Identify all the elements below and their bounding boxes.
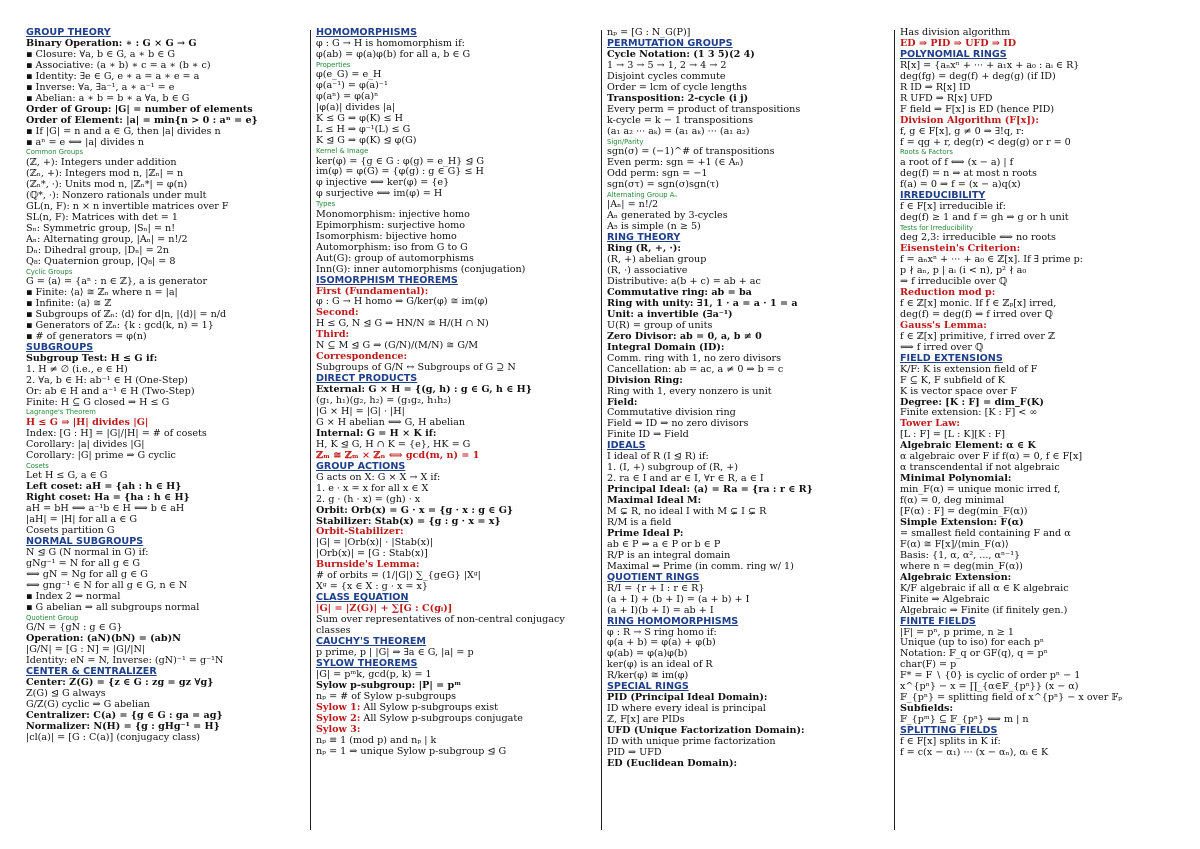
definition-line: Center: Z(G) = {z ∈ G : zg = gz ∀g} (26, 677, 214, 688)
definition-line: Subfields: (900, 704, 953, 715)
definition-line: Cycle Notation: (1 3 5)(2 4) (607, 49, 755, 60)
text-line: ⟺ gN = Ng for all g ∈ G (26, 569, 148, 580)
definition-line: PID (Principal Ideal Domain): (607, 693, 768, 704)
text-line: min_F(α) = unique monic irred f, (900, 485, 1061, 496)
text-line: nₚ ≡ 1 (mod p) and nₚ | k (316, 735, 437, 746)
section-heading: FIELD EXTENSIONS (900, 352, 1003, 364)
theorem-heading: ED ⇒ PID ⇒ UFD ⇒ ID (900, 38, 1017, 49)
text-line: Automorphism: iso from G to G (316, 242, 468, 253)
section-heading: CENTER & CENTRALIZER (26, 665, 157, 677)
text-line: PID ⇒ UFD (607, 748, 662, 758)
text-line: f = aₙxⁿ + ··· + a₀ ∈ ℤ[x]. If ∃ prime p: (900, 255, 1083, 266)
text-line: 1. H ≠ ∅ (i.e., e ∈ H) (26, 364, 128, 375)
text-line: φ surjective ⟺ im(φ) = H (316, 189, 443, 200)
definition-line: Subgroup Test: H ≤ G if: (26, 353, 158, 364)
subsection-heading: Cosets (26, 461, 49, 470)
text-line: f(a) = 0 ⇒ f = (x − a)q(x) (900, 179, 1021, 190)
text-line: a root of f ⟺ (x − a) | f (900, 157, 1014, 168)
theorem-heading: Correspondence: (316, 352, 408, 363)
text-line: SL(n, F): Matrices with det = 1 (26, 212, 179, 223)
text-line: R[x] = {aₙxⁿ + ··· + a₁x + a₀ : aᵢ ∈ R} (900, 60, 1080, 71)
definition-line: Field: (607, 397, 638, 408)
section-heading: RING THEORY (607, 232, 681, 244)
text-line: Finite: H ⊆ G closed ⇒ H ≤ G (26, 397, 170, 408)
text-line: M ⊊ R, no ideal I with M ⊊ I ⊊ R (607, 507, 767, 518)
text-line: ▪ Abelian: a ∗ b = b ∗ a ∀a, b ∈ G (26, 93, 190, 104)
text-line: Let H ≤ G, a ∈ G (26, 471, 108, 482)
subsection-heading: Common Groups (26, 148, 84, 157)
text-line: Even perm: sgn = +1 (∈ Aₙ) (607, 157, 744, 168)
text-line: ▪ Index 2 ⇒ normal (26, 591, 121, 602)
text-line: aH = bH ⟺ a⁻¹b ∈ H ⟺ b ∈ aH (26, 504, 185, 515)
definition-line: Binary Operation: ∗ : G × G → G (26, 38, 197, 49)
text-line: G/N = {gN : g ∈ G} (26, 623, 123, 634)
text-line: classes (316, 626, 351, 637)
definition-line: Stabilizer: Stab(x) = {g : g · x = x} (316, 516, 501, 527)
definition-line: ED (Euclidean Domain): (607, 758, 738, 769)
text-line: φ injective ⟺ ker(φ) = {e} (316, 178, 450, 189)
text-line: G/Z(G) cyclic ⇒ G abelian (26, 699, 150, 710)
text-line: α algebraic over F if f(α) = 0, f ∈ F[x] (900, 452, 1083, 463)
text-line: ▪ Finite: ⟨a⟩ ≅ ℤₙ where n = |a| (26, 287, 178, 298)
text-line: Maximal ⇒ Prime (in comm. ring w/ 1) (607, 561, 794, 572)
text-line: Commutative division ring (607, 408, 736, 419)
column-4 (900, 28, 1190, 838)
text-line: Finite ⇒ Algebraic (900, 594, 990, 605)
subsection-heading: Alternating Group Aₙ (607, 190, 678, 199)
definition-line: Degree: [K : F] = dim_F(K) (900, 397, 1044, 408)
theorem-label: Sylow 2: (316, 713, 361, 724)
text-line: ⇒ f irreducible over ℚ (900, 277, 1008, 288)
text-line: φ : R → S ring homo if: (607, 627, 717, 638)
text-line: nₚ = [G : N_G(P)] (607, 28, 691, 38)
text-line: Odd perm: sgn = −1 (607, 168, 708, 179)
text-line: R UFD ⇒ R[x] UFD (900, 93, 993, 104)
subsection-heading: Lagrange's Theorem (26, 408, 96, 417)
text-line: Comm. ring with 1, no zero divisors (607, 353, 782, 364)
section-heading: CAUCHY'S THEOREM (316, 636, 426, 648)
text-line: I ideal of R (I ⊴ R) if: (607, 452, 709, 463)
theorem-heading: Third: (316, 330, 350, 341)
text-line: deg(f) = n ⇒ at most n roots (900, 168, 1037, 179)
text-line: A₅ is simple (n ≥ 5) (607, 222, 701, 233)
text-line: φ : G → H is homomorphism if: (316, 38, 465, 49)
theorem-heading: First (Fundamental): (316, 286, 429, 297)
text-line: α transcendental if not algebraic (900, 463, 1060, 474)
text-line: Identity: eN = N, Inverse: (gN)⁻¹ = g⁻¹N (26, 656, 224, 667)
definition-line: Division Ring: (607, 375, 683, 386)
theorem-heading: Sylow 3: (316, 724, 361, 735)
section-heading: DIRECT PRODUCTS (316, 373, 418, 385)
definition-line: Commutative ring: ab = ba (607, 287, 752, 298)
text-line: (ℤₙ*, ·): Units mod n, |ℤₙ*| = φ(n) (26, 179, 188, 190)
theorem-heading: Eisenstein's Criterion: (900, 244, 1021, 255)
text-line: gNg⁻¹ = N for all g ∈ G (26, 558, 141, 569)
text-line: Sₙ: Symmetric group, |Sₙ| = n! (26, 223, 176, 234)
text-line: Inn(G): inner automorphisms (conjugation) (316, 264, 526, 275)
definition-line: UFD (Unique Factorization Domain): (607, 726, 805, 737)
text-line: Field ⇒ ID ⇒ no zero divisors (607, 419, 749, 430)
text-line: (a + I) + (b + I) = (a + b) + I (607, 594, 750, 605)
text-line: H ≤ G, N ⊴ G ⇒ HN/N ≅ H/(H ∩ N) (316, 319, 489, 330)
definition-line: Orbit: Orb(x) = G · x = {g · x : g ∈ G} (316, 505, 514, 516)
definition-line: Order of Element: |a| = min{n > 0 : aⁿ = e} (26, 115, 258, 126)
text-line: |G/N| = [G : N] = |G|/|N| (26, 645, 146, 656)
text-line: K is vector space over F (900, 386, 1018, 397)
text-line: Finite ID ⇒ Field (607, 430, 689, 441)
text-line: ▪ Associative: (a ∗ b) ∗ c = a ∗ (b ∗ c) (26, 60, 211, 71)
text-line: 1 → 3 → 5 → 1, 2 → 4 → 2 (607, 60, 727, 71)
text-line: φ(a⁻¹) = φ(a)⁻¹ (316, 81, 388, 92)
text-line: k-cycle = k − 1 transpositions (607, 115, 754, 126)
text-line: Or: ab ∈ H and a⁻¹ ∈ H (Two-Step) (26, 386, 195, 397)
subsection-heading: Kernel & Image (316, 147, 369, 156)
text-line: Basis: {1, α, α², ..., αⁿ⁻¹} (900, 550, 1021, 561)
text-line: (g₁, h₁)(g₂, h₂) = (g₁g₂, h₁h₂) (316, 396, 451, 407)
subsection-heading: Cyclic Groups (26, 267, 73, 276)
column-divider (310, 30, 311, 830)
text-line: f(α) = 0, deg minimal (900, 496, 1005, 507)
text-line: [F(α) : F] = deg(min_F(α)) (900, 507, 1028, 518)
column-1 (26, 28, 304, 838)
theorem-label: Sylow 1: (316, 702, 361, 713)
text-line: Aut(G): group of automorphisms (316, 253, 474, 264)
text-line: H, K ⊴ G, H ∩ K = {e}, HK = G (316, 439, 471, 450)
subsection-heading: Sign/Parity (607, 137, 644, 146)
theorem-heading: Gauss's Lemma: (900, 320, 987, 331)
text-line: U(R) = group of units (607, 320, 713, 331)
text-line: ▪ Closure: ∀a, b ∈ G, a ∗ b ∈ G (26, 49, 176, 60)
text-line: ▪ Identity: ∃e ∈ G, e ∗ a = a ∗ e = a (26, 71, 200, 82)
text-line: |Aₙ| = n!/2 (607, 200, 659, 211)
text-line: ▪ Generators of ℤₙ: {k : gcd(k, n) = 1} (26, 320, 214, 331)
text-line: Unique (up to iso) for each pⁿ (900, 638, 1044, 649)
theorem-text: All Sylow p-subgroups conjugate (360, 713, 523, 724)
column-3 (607, 28, 892, 838)
text-line: Q₈: Quaternion group, |Q₈| = 8 (26, 256, 176, 267)
text-line: R ID ⇒ R[x] ID (900, 82, 971, 93)
text-line: f ∈ F[x] splits in K if: (900, 737, 1001, 748)
text-line: p ∤ aₙ, p | aᵢ (i < n), p² ∤ a₀ (900, 266, 1027, 277)
subsection-heading: Types (316, 200, 336, 209)
definition-line: Algebraic Extension: (900, 572, 1012, 583)
text-line: Has division algorithm (900, 28, 1011, 38)
section-heading: IDEALS (607, 440, 646, 452)
text-line: ▪ G abelian ⇒ all subgroups normal (26, 602, 200, 613)
text-line: Corollary: |a| divides |G| (26, 439, 145, 450)
definition-line: External: G × H = {(g, h) : g ∈ G, h ∈ H} (316, 385, 532, 396)
subsection-heading: Properties (316, 60, 351, 69)
text-line: G = ⟨a⟩ = {aⁿ : n ∈ ℤ}, a is generator (26, 277, 208, 288)
text-line: Epimorphism: surjective homo (316, 220, 465, 231)
text-line: (R, ·) associative (607, 266, 688, 277)
theorem-heading: Division Algorithm (F[x]): (900, 115, 1039, 126)
text-line: # of orbits = (1/|G|) ∑_{g∈G} |Xᵍ| (316, 571, 481, 582)
section-heading: QUOTIENT RINGS (607, 571, 700, 583)
section-heading: POLYNOMIAL RINGS (900, 48, 1007, 60)
text-line: Index: [G : H] = |G|/|H| = # of cosets (26, 428, 207, 439)
text-line: ▪ aⁿ = e ⟺ |a| divides n (26, 137, 144, 148)
theorem-heading: Tower Law: (900, 419, 960, 430)
text-line: R/ker(φ) ≅ im(φ) (607, 671, 689, 682)
definition-line: Ring (R, +, ·): (607, 244, 681, 255)
theorem-text: All Sylow p-subgroups exist (360, 702, 498, 713)
section-heading: GROUP THEORY (26, 28, 111, 38)
definition-line: Algebraic Element: α ∈ K (900, 441, 1036, 452)
text-line: GL(n, F): n × n invertible matrices over F (26, 201, 229, 212)
text-line: Every perm = product of transpositions (607, 104, 801, 115)
text-line: φ : G → H homo ⇒ G/ker(φ) ≅ im(φ) (316, 297, 488, 308)
text-line: 1. e · x = x for all x ∈ X (316, 483, 429, 494)
text-line: sgn(σ) = (−1)^# of transpositions (607, 147, 775, 158)
text-line: 𝔽_{pᵐ} ⊆ 𝔽_{pⁿ} ⟺ m | n (900, 715, 1029, 726)
subsection-heading: Quotient Group (26, 613, 79, 622)
text-line: L ≤ H ⇒ φ⁻¹(L) ≤ G (316, 125, 411, 136)
definition-line: Minimal Polynomial: (900, 474, 1012, 485)
text-line: 2. ∀a, b ∈ H: ab⁻¹ ∈ H (One-Step) (26, 375, 188, 386)
text-line: F* = F ∖ {0} is cyclic of order pⁿ − 1 (900, 671, 1081, 682)
definition-line: Transposition: 2-cycle (i j) (607, 93, 749, 104)
text-line: Cancellation: ab = ac, a ≠ 0 ⇒ b = c (607, 364, 784, 375)
text-line: |G| = pᵐk, gcd(p, k) = 1 (316, 669, 432, 680)
definition-line: Centralizer: C(a) = {g ∈ G : ga = ag} (26, 710, 223, 721)
text-line: ▪ Infinite: ⟨a⟩ ≅ ℤ (26, 298, 112, 309)
section-heading: CLASS EQUATION (316, 592, 409, 604)
text-line: |G| = |Orb(x)| · |Stab(x)| (316, 538, 434, 549)
text-line: f ∈ ℤ[x] monic. If f̄ ∈ ℤₚ[x] irred, (900, 298, 1057, 309)
text-line: N ⊆ M ⊴ G ⇒ (G/N)/(M/N) ≅ G/M (316, 341, 479, 352)
text-line: nₚ = 1 ⇒ unique Sylow p-subgroup ⊴ G (316, 746, 507, 757)
section-heading: HOMOMORPHISMS (316, 28, 417, 38)
text-line: Z(G) ⊴ G always (26, 688, 106, 699)
text-line: im(φ) = φ(G) = {φ(g) : g ∈ G} ≤ H (316, 167, 484, 178)
text-line: K ≤ G ⇒ φ(K) ≤ H (316, 114, 403, 125)
text-line: F field ⇒ F[x] is ED (hence PID) (900, 104, 1055, 115)
text-line: f ∈ F[x] irreducible if: (900, 201, 1006, 212)
text-line: R/P is an integral domain (607, 550, 731, 561)
text-line: ▪ # of generators = φ(n) (26, 331, 147, 342)
text-line: K ⊴ G ⇒ φ(K) ⊴ φ(G) (316, 136, 417, 147)
text-line: ab ∈ P ⇒ a ∈ P or b ∈ P (607, 539, 721, 550)
definition-line: Order of Group: |G| = number of elements (26, 104, 253, 115)
subsection-heading: Roots & Factors (900, 148, 953, 157)
text-line: f = qg + r, deg(r) < deg(g) or r = 0 (900, 137, 1071, 148)
definition-line: Internal: G = H × K if: (316, 428, 437, 439)
text-line: char(F) = p (900, 660, 957, 671)
definition-line: Left coset: aH = {ah : h ∈ H} (26, 482, 182, 493)
theorem-line (316, 714, 596, 725)
text-line: = smallest field containing F and α (900, 528, 1071, 539)
text-line: F ⊆ K, F subfield of K (900, 375, 1005, 386)
text-line: deg(fg) = deg(f) + deg(g) (if ID) (900, 71, 1056, 82)
text-line: p prime, p | |G| ⇒ ∃a ∈ G, |a| = p (316, 647, 474, 658)
text-line: (ℚ*, ·): Nonzero rationals under mult (26, 190, 207, 201)
section-heading: SPLITTING FIELDS (900, 725, 998, 737)
text-line: Distributive: a(b + c) = ab + ac (607, 277, 761, 288)
text-line: 1. (I, +) subgroup of (R, +) (607, 463, 739, 474)
text-line: Aₙ generated by 3-cycles (607, 211, 728, 222)
text-line: ▪ Subgroups of ℤₙ: ⟨d⟩ for d|n, |⟨d⟩| = n/d (26, 309, 227, 320)
text-line: Xᵍ = {x ∈ X : g · x = x} (316, 582, 429, 593)
text-line: |φ(a)| divides |a| (316, 103, 396, 114)
text-line: where n = deg(min_F(α)) (900, 561, 1023, 572)
section-heading: SPECIAL RINGS (607, 681, 689, 693)
text-line: ker(φ) is an ideal of R (607, 660, 713, 671)
theorem-line (316, 703, 596, 714)
text-line: ID where every ideal is principal (607, 704, 766, 715)
theorem-heading: |G| = |Z(G)| + ∑[G : C(gᵢ)] (316, 604, 453, 615)
text-line: |Orb(x)| = [G : Stab(x)] (316, 549, 428, 560)
text-line: f, g ∈ F[x], g ≠ 0 ⇒ ∃!q, r: (900, 126, 1024, 137)
theorem-heading: Second: (316, 308, 359, 319)
text-line: Aₙ: Alternating group, |Aₙ| = n!/2 (26, 234, 188, 245)
column-2 (316, 28, 596, 838)
text-line: Notation: 𝔽_q or GF(q), q = pⁿ (900, 649, 1048, 660)
text-line: Algebraic ⇒ Finite (if finitely gen.) (900, 605, 1068, 616)
text-line: [L : F] = [L : K][K : F] (900, 430, 1005, 441)
text-line: ⟺ gng⁻¹ ∈ N for all g ∈ G, n ∈ N (26, 580, 188, 591)
text-line: x^{pⁿ} − x = ∏_{α∈𝔽_{pⁿ}} (x − α) (900, 682, 1079, 693)
text-line: Order = lcm of cycle lengths (607, 82, 747, 93)
theorem-heading: H ≤ G ⇒ |H| divides |G| (26, 417, 149, 428)
definition-line: Right coset: Ha = {ha : h ∈ H} (26, 493, 190, 504)
definition-line: Zero Divisor: ab = 0, a, b ≠ 0 (607, 331, 762, 342)
text-line: Subgroups of G/N ↔ Subgroups of G ⊇ N (316, 363, 516, 374)
text-line: deg 2,3: irreducible ⟺ no roots (900, 233, 1056, 244)
section-heading: FINITE FIELDS (900, 615, 976, 627)
text-line: deg(f) ≥ 1 and f = gh ⇒ g or h unit (900, 212, 1069, 223)
text-line: Disjoint cycles commute (607, 71, 726, 82)
theorem-heading: Burnside's Lemma: (316, 560, 420, 571)
text-line: K/F: K is extension field of F (900, 364, 1038, 375)
text-line: ▪ If |G| = n and a ∈ G, then |a| divides n (26, 126, 221, 137)
text-line: φ(aⁿ) = φ(a)ⁿ (316, 92, 379, 103)
text-line: nₚ = # of Sylow p-subgroups (316, 691, 457, 702)
text-line: 𝔽_{pⁿ} = splitting field of x^{pⁿ} − x over 𝔽ₚ (900, 693, 1123, 704)
text-line: Dₙ: Dihedral group, |Dₙ| = 2n (26, 245, 169, 256)
definition-line: Integral Domain (ID): (607, 342, 725, 353)
text-line: Corollary: |G| prime ⇒ G cyclic (26, 450, 176, 461)
text-line: φ(a + b) = φ(a) + φ(b) (607, 638, 716, 649)
text-line: (ℤ, +): Integers under addition (26, 157, 177, 168)
definition-line: Simple Extension: F(α) (900, 517, 1024, 528)
text-line: |G × H| = |G| · |H| (316, 407, 405, 417)
definition-line: Principal Ideal: ⟨a⟩ = Ra = {ra : r ∈ R} (607, 485, 813, 496)
text-line: (a + I)(b + I) = ab + I (607, 605, 714, 616)
text-line: sgn(στ) = sgn(σ)sgn(τ) (607, 179, 720, 190)
text-line: Sum over representatives of non-central conjugacy (316, 615, 565, 626)
text-line: φ(ab) = φ(a)φ(b) for all a, b ∈ G (316, 49, 471, 60)
definition-line: Prime Ideal P: (607, 528, 684, 539)
definition-line: Sylow p-subgroup: |P| = pᵐ (316, 680, 462, 691)
text-line: (R, +) abelian group (607, 255, 707, 266)
section-heading: NORMAL SUBGROUPS (26, 535, 144, 547)
text-line: |cl(a)| = [G : C(a)] (conjugacy class) (26, 732, 201, 743)
text-line: G acts on X: G × X → X if: (316, 472, 441, 483)
text-line: N ⊴ G (N normal in G) if: (26, 547, 149, 558)
column-divider (601, 30, 602, 830)
text-line: 2. ra ∈ I and ar ∈ I, ∀r ∈ R, a ∈ I (607, 474, 764, 485)
subsection-heading: Tests for Irreducibility (900, 223, 974, 232)
text-line: G × H abelian ⟺ G, H abelian (316, 417, 466, 428)
text-line: Ring with 1, every nonzero is unit (607, 386, 772, 397)
theorem-heading: Orbit-Stabilizer: (316, 527, 404, 538)
definition-line: Unit: a invertible (∃a⁻¹) (607, 309, 733, 320)
text-line: φ(ab) = φ(a)φ(b) (607, 649, 688, 660)
text-line: f ∈ ℤ[x] primitive, f irred over ℤ (900, 331, 1056, 342)
text-line: ℤ, F[x] are PIDs (607, 715, 685, 726)
text-line: ⟺ f irred over ℚ (900, 342, 984, 353)
theorem-heading: Reduction mod p: (900, 287, 996, 298)
text-line: φ(e_G) = e_H (316, 70, 382, 81)
text-line: K/F algebraic if all α ∈ K algebraic (900, 583, 1069, 594)
text-line: Isomorphism: bijective homo (316, 231, 457, 242)
text-line: f = c(x − α₁) ··· (x − αₙ), αᵢ ∈ K (900, 748, 1049, 758)
section-heading: GROUP ACTIONS (316, 460, 406, 472)
text-line: ID with unique prime factorization (607, 737, 776, 748)
text-line: (ℤₙ, +): Integers mod n, |ℤₙ| = n (26, 168, 184, 179)
section-heading: PERMUTATION GROUPS (607, 37, 733, 49)
text-line: (a₁ a₂ ··· aₖ) = (a₁ aₖ) ··· (a₁ a₂) (607, 126, 750, 137)
column-divider (894, 30, 895, 830)
section-heading: IRREDUCIBILITY (900, 189, 986, 201)
text-line: ▪ Inverse: ∀a, ∃a⁻¹, a ∗ a⁻¹ = e (26, 82, 175, 93)
section-heading: SUBGROUPS (26, 341, 94, 353)
theorem-heading: ℤₘ ≅ ℤₘ × ℤₙ ⟺ gcd(m, n) = 1 (316, 450, 480, 461)
text-line: R/M is a field (607, 517, 672, 528)
section-heading: RING HOMOMORPHISMS (607, 615, 739, 627)
section-heading: SYLOW THEOREMS (316, 657, 418, 669)
definition-line: Normalizer: N(H) = {g : gHg⁻¹ = H} (26, 721, 220, 732)
definition-line: Operation: (aN)(bN) = (ab)N (26, 634, 181, 645)
text-line: |aH| = |H| for all a ∈ G (26, 515, 138, 526)
text-line: |F| = pⁿ, p prime, n ≥ 1 (900, 627, 1014, 638)
text-line: 2. g · (h · x) = (gh) · x (316, 494, 421, 505)
text-line: ker(φ) = {g ∈ G : φ(g) = e_H} ⊴ G (316, 156, 485, 167)
section-heading: ISOMORPHISM THEOREMS (316, 274, 458, 286)
text-line: R/I = {r + I : r ∈ R} (607, 583, 705, 594)
text-line: Monomorphism: injective homo (316, 209, 470, 220)
text-line: Finite extension: [K : F] < ∞ (900, 408, 1038, 419)
definition-line: Ring with unity: ∃1, 1 · a = a · 1 = a (607, 298, 798, 309)
text-line: Cosets partition G (26, 526, 115, 537)
text-line: deg(f̄) = deg(f) ⇒ f irred over ℚ (900, 309, 1053, 320)
definition-line: Maximal Ideal M: (607, 496, 702, 507)
text-line: F(α) ≅ F[x]/⟨min_F(α)⟩ (900, 539, 1009, 550)
